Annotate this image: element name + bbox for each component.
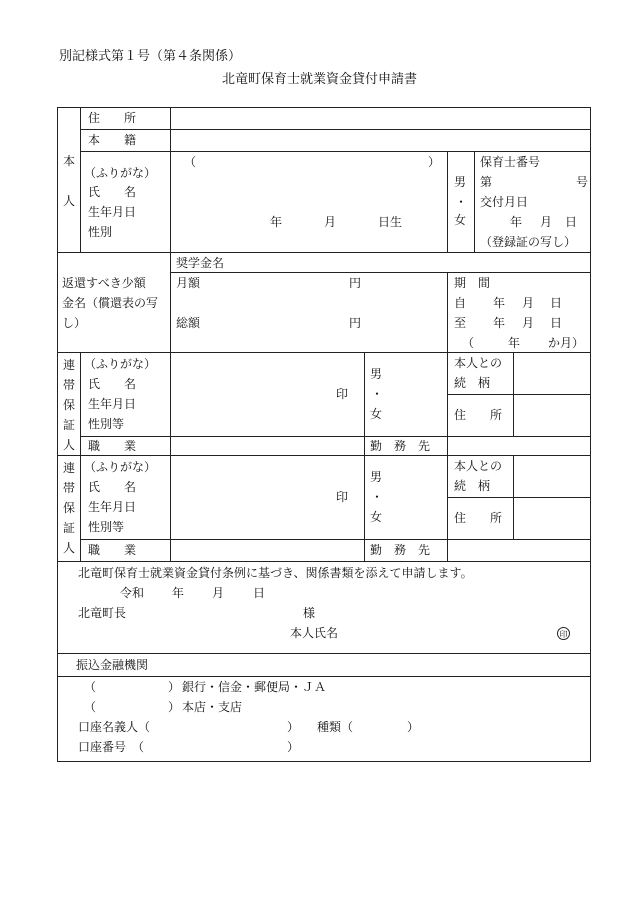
guarantor-2-gender-label: 性別等	[88, 520, 125, 534]
guarantor-2-section-char: 保	[63, 501, 76, 515]
monthly-amount-label: 月額	[176, 276, 201, 290]
bank-section-label: 振込金融機関	[76, 658, 149, 672]
gender-label: 性別	[88, 225, 113, 239]
duration-months: か月）	[548, 336, 585, 350]
application-month: 月	[212, 586, 225, 600]
guarantor-2-furigana-label: （ふりがな）	[84, 460, 157, 474]
guarantor-1-section-char: 帯	[63, 378, 76, 392]
furigana-label: （ふりがな）	[84, 166, 157, 180]
issue-month-label: 月	[540, 215, 553, 229]
guarantor-1-section-char: 保	[63, 398, 76, 412]
repay-label-line-3: し）	[62, 316, 87, 330]
applicant-name-label: 本人氏名	[290, 626, 339, 640]
account-holder-label: 口座名義人（	[78, 720, 151, 734]
bank-name-paren-open: （	[84, 680, 97, 694]
guarantor-1-name-label: 氏 名	[88, 377, 137, 391]
cert-number-suffix: 号	[576, 175, 589, 189]
total-amount-label: 総額	[176, 316, 201, 330]
furigana-paren-open: （	[184, 155, 197, 169]
issue-year-label: 年	[510, 215, 523, 229]
guarantor-2-relation-label-1: 本人との	[454, 459, 503, 473]
guarantor-2-name-label: 氏 名	[88, 480, 137, 494]
scholarship-name-label: 奨学金名	[176, 256, 225, 270]
guarantor-1-seal-label: 印	[336, 387, 349, 401]
furigana-paren-close: ）	[428, 155, 441, 169]
guarantor-2-birthdate-label: 生年月日	[88, 500, 137, 514]
guarantor-2-relation-label-2: 続 柄	[454, 479, 491, 493]
guarantor-1-workplace-label: 勤 務 先	[370, 439, 431, 453]
application-era: 令和	[120, 586, 145, 600]
guarantor-1-gender-label: 性別等	[88, 417, 125, 431]
guarantor-2-section-char: 証	[63, 521, 76, 535]
branch-type-options: 本店・支店	[182, 700, 243, 714]
guarantor-1-birthdate-label: 生年月日	[88, 397, 137, 411]
account-number-label: 口座番号 （	[78, 740, 145, 754]
period-from-label: 自	[454, 296, 467, 310]
period-to-year: 年	[493, 316, 506, 330]
guarantor-1-job-label: 職 業	[88, 439, 137, 453]
period-from-month: 月	[522, 296, 535, 310]
mayor-label: 北竜町長	[78, 606, 127, 620]
mayor-honorific: 様	[303, 606, 316, 620]
account-type-label: 種類（	[317, 720, 354, 734]
guarantor-1-address-label: 住 所	[454, 408, 503, 422]
gender-separator: ・	[455, 195, 468, 209]
period-to-day: 日	[550, 316, 563, 330]
account-type-paren-close: ）	[407, 720, 420, 734]
birthdate-label: 生年月日	[88, 205, 137, 219]
bank-type-options: 銀行・信金・郵便局・ＪＡ	[182, 680, 327, 694]
guarantor-1-furigana-label: （ふりがな）	[84, 357, 157, 371]
period-to-label: 至	[454, 316, 467, 330]
guarantor-2-address-label: 住 所	[454, 511, 503, 525]
guarantor-2-job-label: 職 業	[88, 543, 137, 557]
birth-year-label: 年	[270, 215, 283, 229]
guarantor-2-male: 男	[370, 470, 383, 484]
application-day: 日	[253, 586, 266, 600]
seal-stamp-icon: 印	[557, 627, 570, 640]
birth-month-label: 月	[324, 215, 337, 229]
guarantor-2-section-char: 連	[63, 461, 76, 475]
birth-day-label: 日生	[378, 215, 403, 229]
form-title: 北竜町保育士就業資金貸付申請書	[222, 72, 418, 87]
period-label: 期 間	[454, 276, 491, 290]
application-statement: 北竜町保育士就業資金貸付条例に基づき、関係書類を添えて申請します。	[78, 566, 473, 580]
duration-year: 年	[508, 336, 521, 350]
monthly-yen-label: 円	[349, 276, 362, 290]
guarantor-1-section-char: 連	[63, 358, 76, 372]
guarantor-2-seal-label: 印	[336, 490, 349, 504]
guarantor-1-gender-separator: ・	[371, 387, 384, 401]
issue-date-label: 交付月日	[480, 195, 529, 209]
guarantor-2-female: 女	[370, 510, 383, 524]
guarantor-2-gender-separator: ・	[371, 490, 384, 504]
issue-day-label: 日	[565, 215, 578, 229]
guarantor-2-workplace-label: 勤 務 先	[370, 543, 431, 557]
cert-number-label: 保育士番号	[480, 155, 541, 169]
gender-female: 女	[454, 213, 467, 227]
bank-name-paren-close: ）	[168, 680, 181, 694]
guarantor-1-relation-label-2: 続 柄	[454, 376, 491, 390]
guarantor-1-section-char: 証	[63, 418, 76, 432]
period-from-year: 年	[493, 296, 506, 310]
period-to-month: 月	[522, 316, 535, 330]
repay-label-line-2: 金名（償還表の写	[62, 296, 159, 310]
duration-paren-open: （	[462, 336, 475, 350]
repay-label-line-1: 返還すべき少額	[62, 276, 146, 290]
period-from-day: 日	[550, 296, 563, 310]
guarantor-1-section-char: 人	[63, 438, 76, 452]
application-year: 年	[172, 586, 185, 600]
address-label: 住 所	[88, 111, 137, 125]
guarantor-1-relation-label-1: 本人との	[454, 356, 503, 370]
guarantor-1-male: 男	[370, 367, 383, 381]
guarantor-1-female: 女	[370, 407, 383, 421]
guarantor-2-section-char: 人	[63, 541, 76, 555]
cert-number-prefix: 第	[480, 175, 493, 189]
gender-male: 男	[454, 175, 467, 189]
account-number-paren-close: ）	[287, 740, 300, 754]
name-label: 氏 名	[88, 185, 137, 199]
applicant-section-label-1: 本	[63, 154, 76, 168]
total-yen-label: 円	[349, 316, 362, 330]
account-holder-paren-close: ）	[287, 720, 300, 734]
form-number: 別記様式第１号（第４条関係）	[59, 49, 242, 64]
guarantor-2-section-char: 帯	[63, 481, 76, 495]
branch-name-paren-open: （	[84, 700, 97, 714]
cert-copy-note: （登録証の写し）	[480, 235, 577, 249]
branch-name-paren-close: ）	[168, 700, 181, 714]
domicile-label: 本 籍	[88, 133, 137, 147]
applicant-section-label-2: 人	[63, 194, 76, 208]
